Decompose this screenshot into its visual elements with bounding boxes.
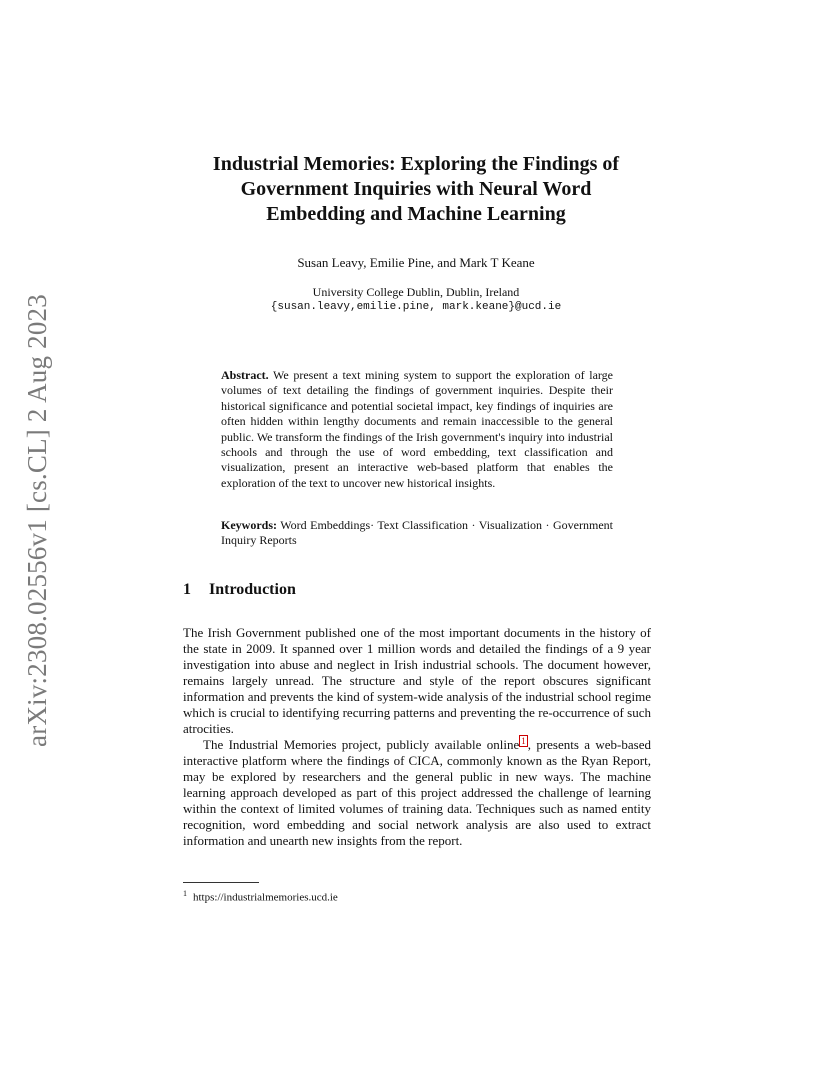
section-heading <box>183 581 296 599</box>
section-title: Introduction <box>209 581 296 598</box>
keywords <box>221 518 613 549</box>
footnote-url[interactable]: https://industrialmemories.ucd.ie <box>193 891 338 904</box>
paragraph <box>183 737 651 849</box>
paragraph-text: The Industrial Memories project, publicly available online <box>203 737 520 752</box>
keywords-label: Keywords: <box>221 518 277 532</box>
keywords-text: Word Embeddings· Text Classification · Visualization · Government Inquiry Reports <box>221 518 613 548</box>
author-emails: {susan.leavy,emilie.pine, mark.keane}@ucd.ie <box>270 301 562 313</box>
title-line: Industrial Memories: Exploring the Findings of <box>212 153 620 175</box>
paragraph-text: , presents a web-based interactive platform where the findings of CICA, commonly known as the Ryan Report, may be explored by researchers and the general public in new ways. The machine learning approach developed as part of this project addressed the challenge of learning within the context of limited volumes of training data. Techniques such as named entity recognition, word embedding and social network analysis are also used to extract information and unearth new insights from the report. <box>183 737 651 848</box>
footnote-link[interactable]: 1 <box>521 735 526 746</box>
author-list: Susan Leavy, Emilie Pine, and Mark T Keane <box>297 255 535 270</box>
footnote-mark: 1 <box>183 889 187 898</box>
abstract-text: We present a text mining system to support the exploration of large volumes of text detailing the findings of government inquiries. Despite their historical significance and potential societal impact, key findings of inquiries are often hidden within lengthy documents and remain inaccessible to the general public. We transform the findings of the Irish government's inquiry into industrial schools and through the use of word embedding, text classification and visualization, present an interactive web-based platform that enables the exploration of the text to uncover new historical insights. <box>221 368 613 490</box>
footnote-divider <box>183 882 259 883</box>
abstract <box>221 368 613 491</box>
arxiv-margin-stamp <box>22 290 52 750</box>
title-line: Embedding and Machine Learning <box>266 203 566 225</box>
abstract-label: Abstract. <box>221 368 269 382</box>
title-line: Government Inquiries with Neural Word <box>240 178 592 200</box>
institution: University College Dublin, Dublin, Ireland <box>312 285 520 299</box>
introduction-body <box>183 625 651 849</box>
footnote <box>183 887 338 905</box>
paragraph: The Irish Government published one of the most important documents in the history of the state in 2009. It spanned over 1 million words and detailed the findings of a 9 year investigation into abuse and neglect in Irish industrial schools. The document however, remains largely unread. The structure and style of the report obscures significant information and prevents the kind of system-wide analysis of the industrial school regime which is crucial to identifying recurring patterns and preventing the re-occurrence of such atrocities. <box>183 625 651 736</box>
arxiv-identifier: arXiv:2308.02556v1 [cs.CL] 2 Aug 2023 <box>21 293 52 747</box>
section-number: 1 <box>183 581 191 598</box>
affiliation-block <box>150 285 682 315</box>
paper-title <box>150 152 682 227</box>
